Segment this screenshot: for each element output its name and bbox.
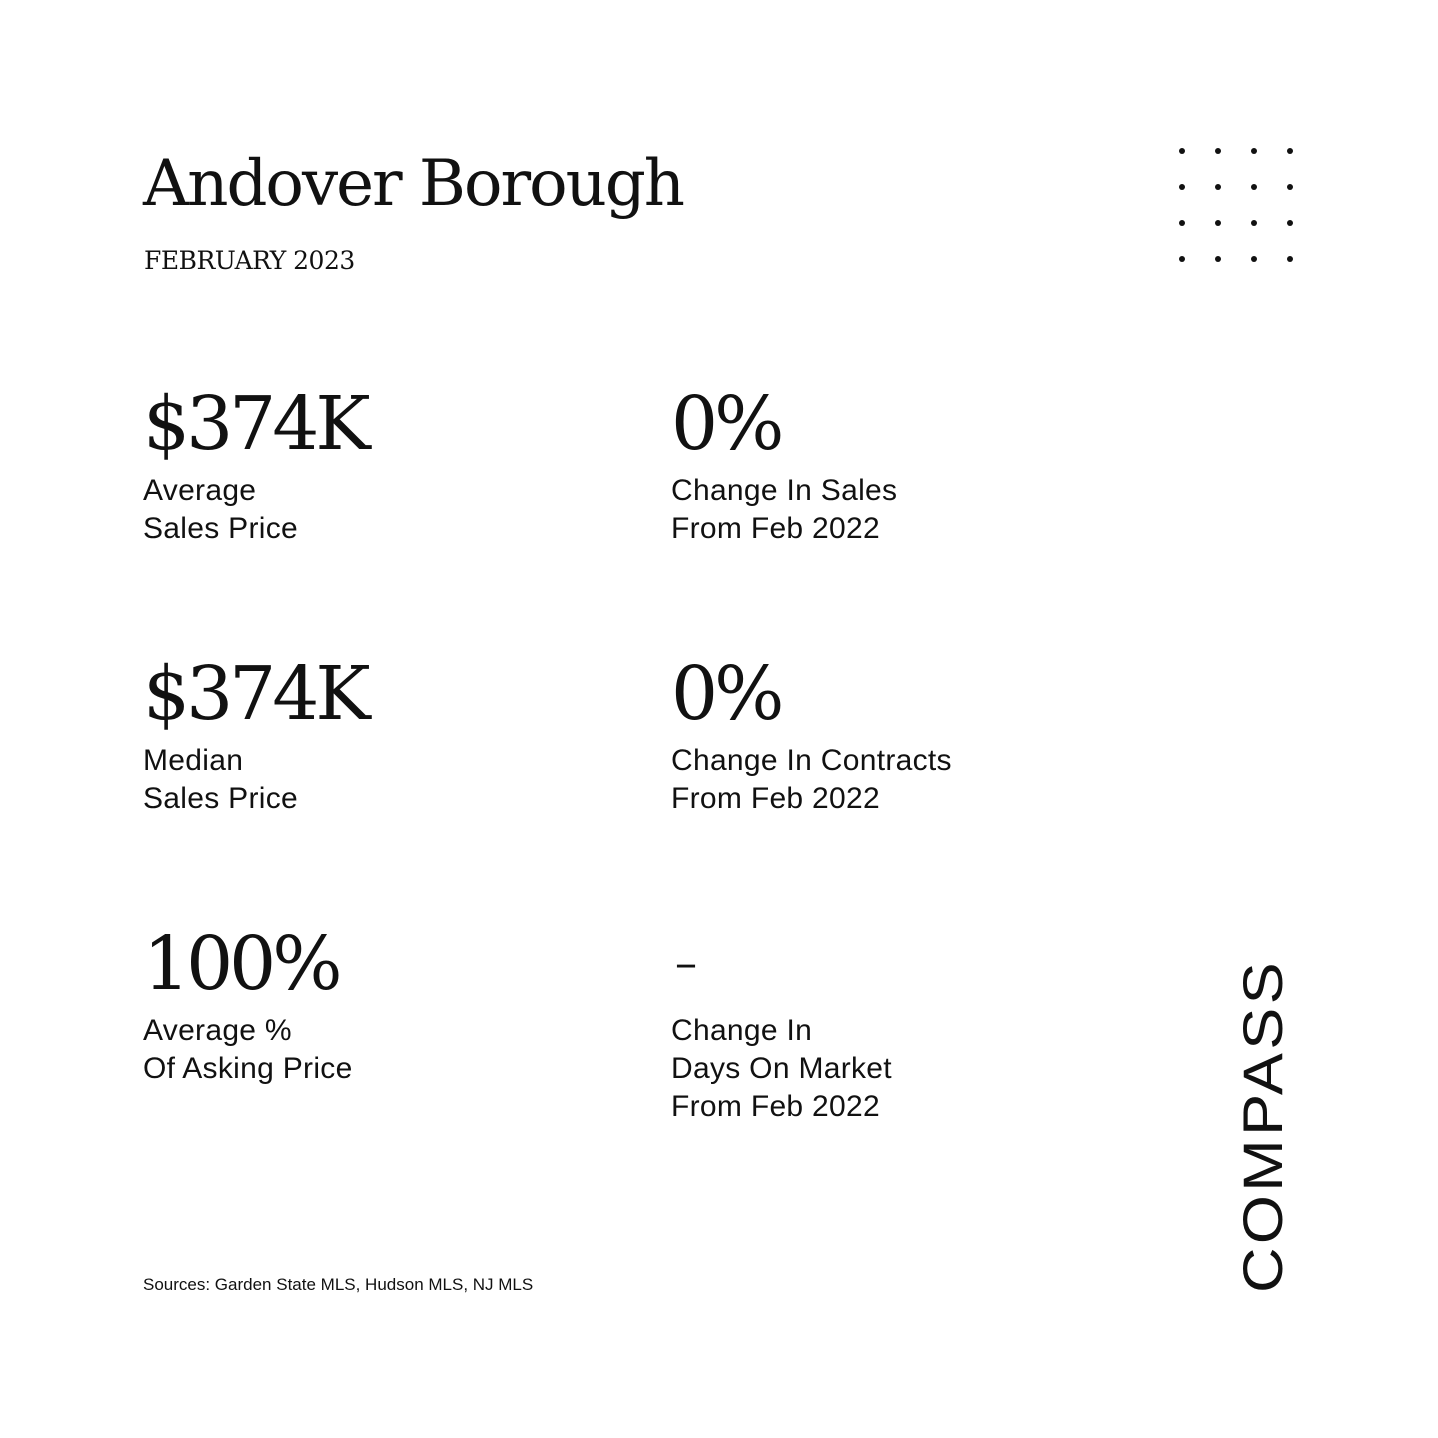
sources-note: Sources: Garden State MLS, Hudson MLS, NJ MLS bbox=[143, 1275, 534, 1294]
stat-change-in-days-on-market bbox=[671, 924, 1151, 1126]
stat-value: 100% bbox=[143, 921, 339, 1007]
page-title: Andover Borough bbox=[143, 147, 683, 221]
stat-value: 0% bbox=[671, 381, 781, 467]
stat-value: $374K bbox=[143, 381, 367, 467]
stat-value: – bbox=[675, 938, 697, 989]
stat-change-in-contracts bbox=[671, 651, 1151, 818]
stat-label-line: From Feb 2022 bbox=[671, 782, 880, 815]
stat-median-sales-price bbox=[143, 651, 623, 818]
stat-change-in-sales bbox=[671, 381, 1151, 548]
compass-logo-text: COMPASS bbox=[1231, 996, 1294, 1293]
stat-label-line: Average bbox=[143, 474, 257, 507]
stat-label-line: Days On Market bbox=[671, 1052, 892, 1085]
report-period: FEBRUARY 2023 bbox=[144, 246, 355, 275]
stat-label bbox=[143, 472, 623, 548]
stat-label bbox=[671, 472, 1151, 548]
stat-label-line: Change In Contracts bbox=[671, 744, 952, 777]
stat-label-line: Sales Price bbox=[143, 782, 299, 815]
stat-average-sales-price bbox=[143, 381, 623, 548]
stat-label bbox=[143, 1012, 623, 1088]
stat-label-line: Average % bbox=[143, 1014, 292, 1047]
stat-label-line: From Feb 2022 bbox=[671, 512, 880, 545]
stat-value: 0% bbox=[671, 651, 781, 737]
stat-label-line: Change In Sales bbox=[671, 474, 898, 507]
stat-average-percent-of-asking bbox=[143, 921, 623, 1088]
stat-label-line: Sales Price bbox=[143, 512, 299, 545]
stat-label-line: Change In bbox=[671, 1014, 813, 1047]
stat-label bbox=[143, 742, 623, 818]
stat-label bbox=[671, 742, 1151, 818]
stat-label bbox=[671, 1012, 1151, 1126]
stat-label-line: From Feb 2022 bbox=[671, 1090, 880, 1123]
dot-grid-icon bbox=[1176, 145, 1300, 269]
stat-value: $374K bbox=[143, 651, 367, 737]
compass-logo bbox=[1231, 955, 1294, 1295]
stat-label-line: Of Asking Price bbox=[143, 1052, 353, 1085]
stat-label-line: Median bbox=[143, 744, 244, 777]
